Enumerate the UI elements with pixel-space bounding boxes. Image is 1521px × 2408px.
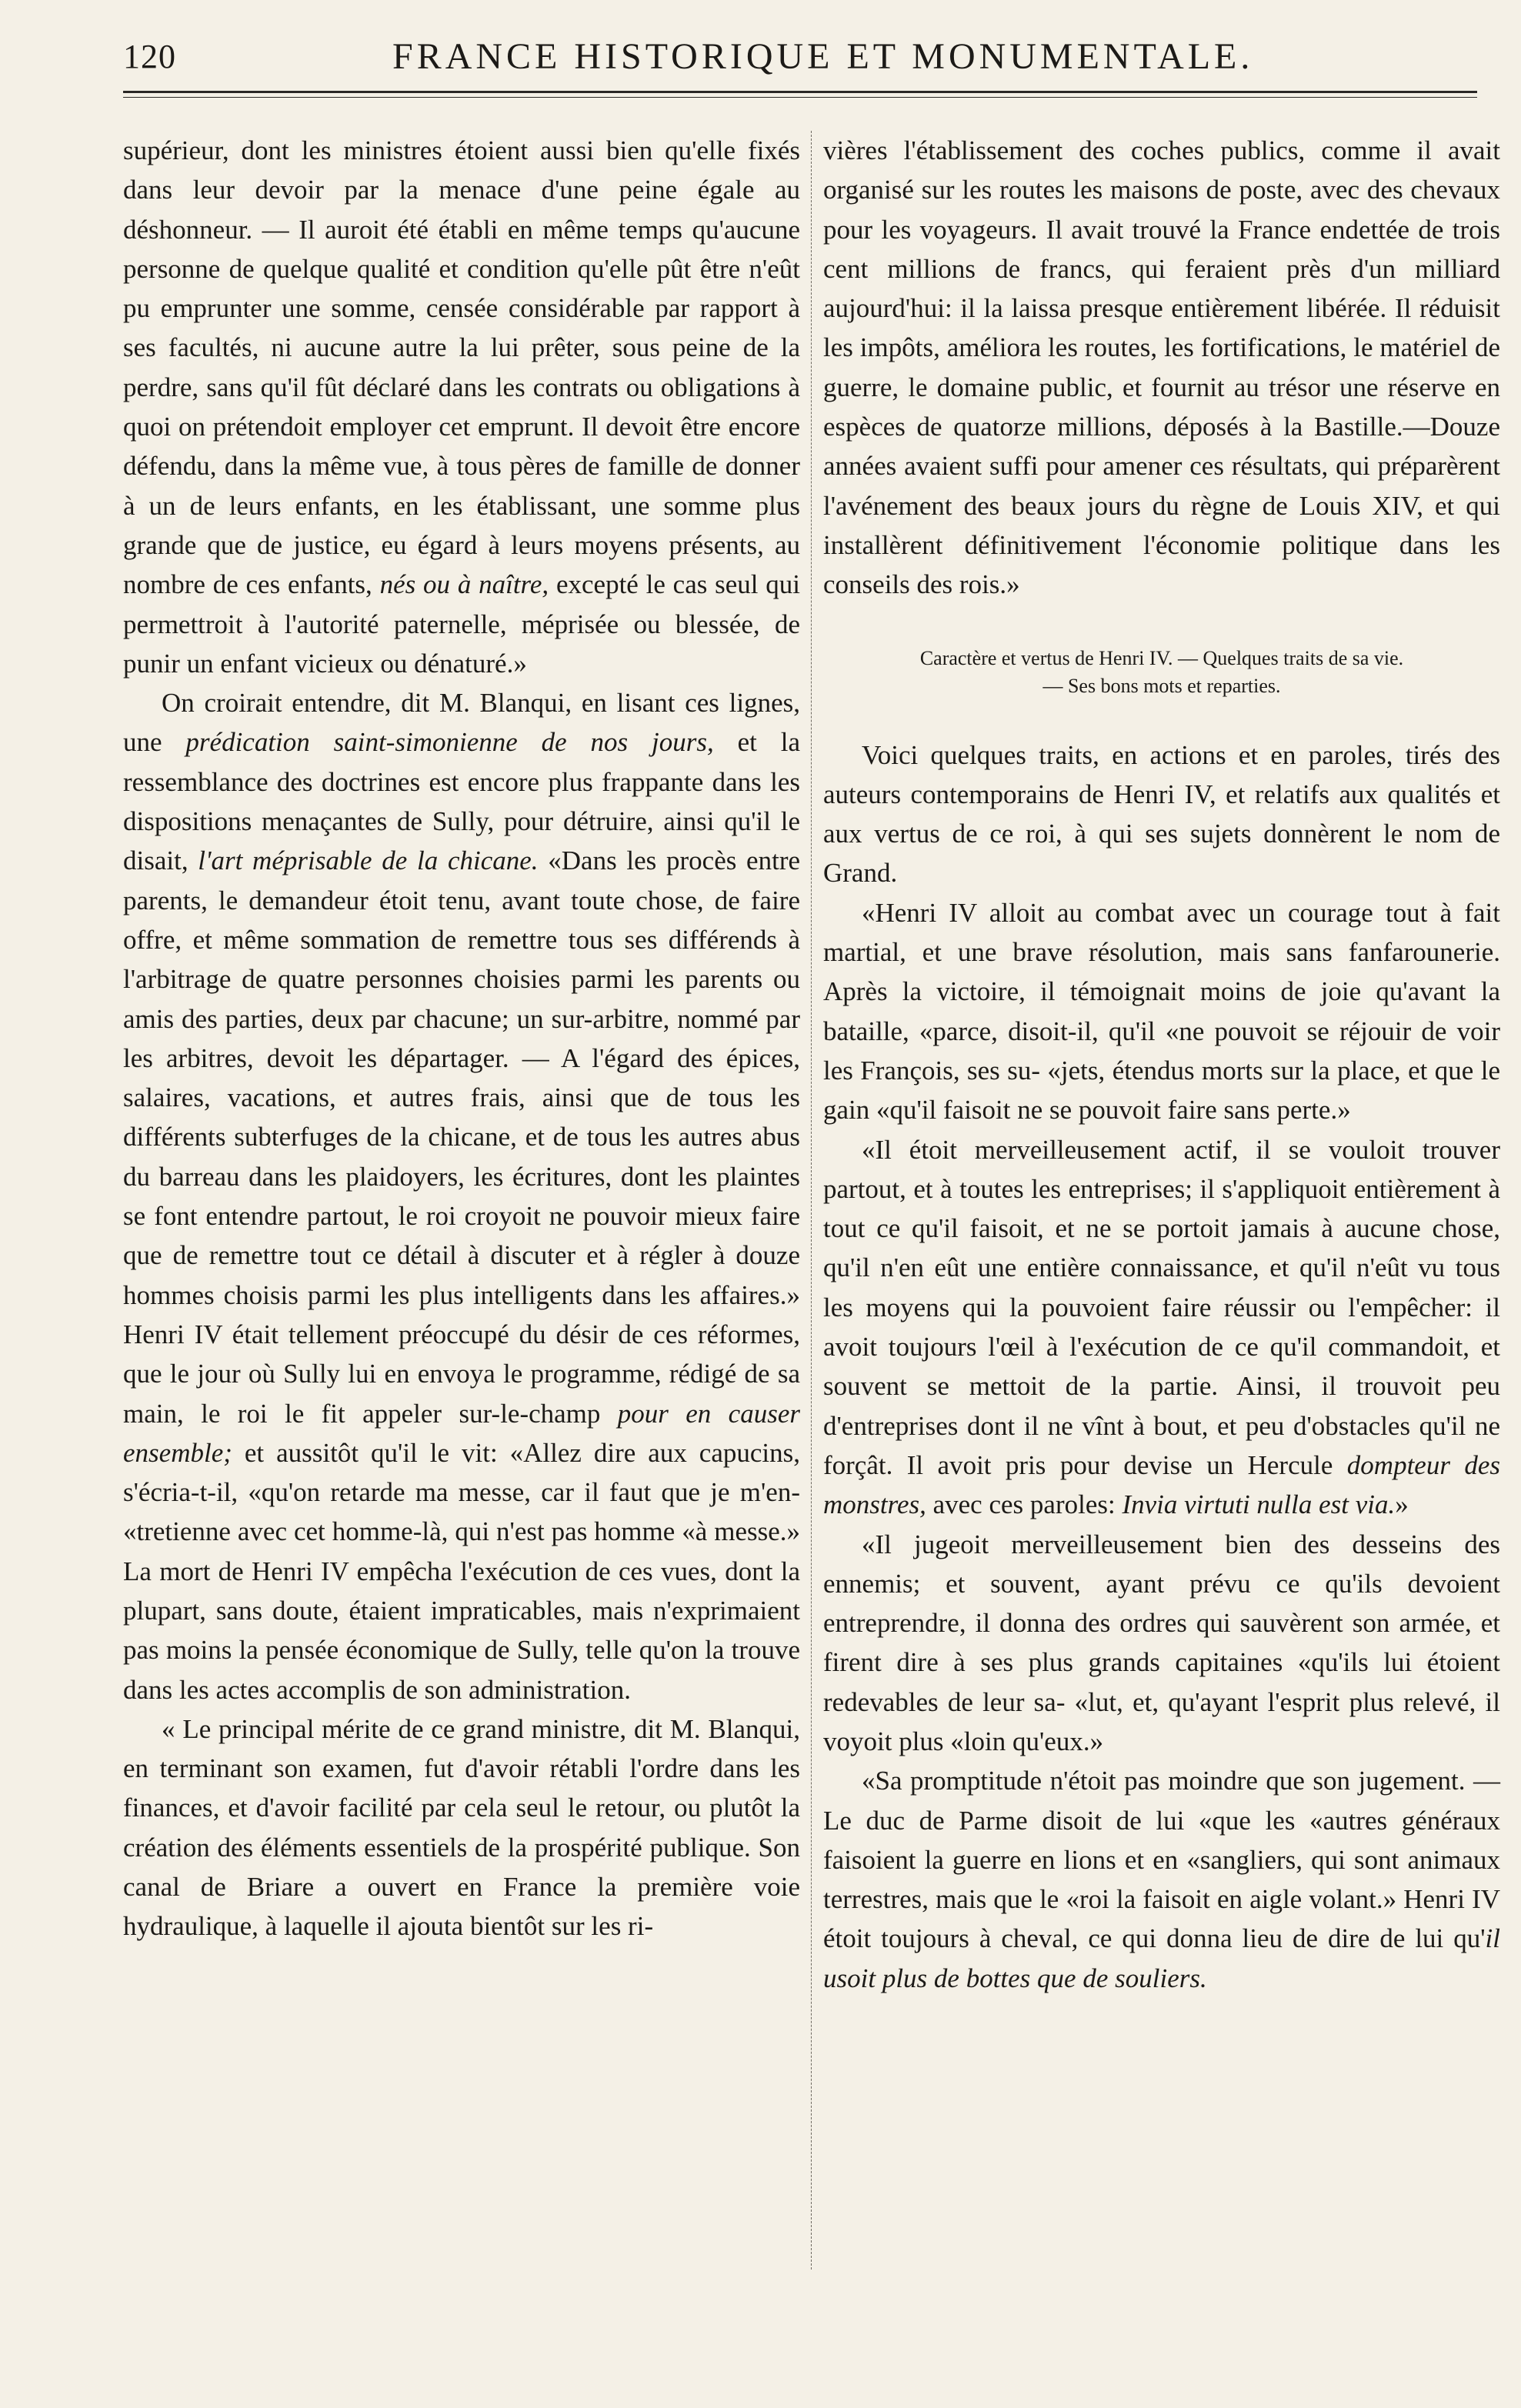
paragraph: «Il jugeoit merveilleusement bien des desseins des ennemis; et souvent, ayant prévu ce qu'ils devoient entreprendre, il donna des ordres qui sauvèrent son armée, et firent dire à ses plus grands capitaines «qu'ils lui étoient redevables de leur sa- «lut, et, qu'ayant l'esprit plus relevé, il voyoit plus «loin qu'eux.» <box>823 1529 1500 1756</box>
page-header <box>123 31 1477 85</box>
paragraph: supérieur, dont les ministres étoient aussi bien qu'elle fixés dans leur devoir par la menace d'une peine égale au déshonneur. — Il auroit été établi en même temps qu'aucune personne de quelque qualité et condition qu'elle pût être n'eût pu emprunter une somme, censée considérable par rapport à ses facultés, ni aucune autre la lui prêter, sous peine de la perdre, sans qu'il fût déclaré dans les contrats ou obligations à quoi on prétendoit employer cet emprunt. Il devoit être encore défendu, dans la même vue, à tous pères de famille de donner à un de leurs enfants, en les établissant, une somme plus grande que de justice, eu égard à leurs moyens présents, au nombre de ces enfants, nés ou à naître, excepté le cas seul qui permettroit à l'autorité paternelle, méprisée ou blessée, de punir un enfant vicieux ou dénaturé.» <box>123 135 801 679</box>
paragraph: «Henri IV alloit au combat avec un courage tout à fait martial, et une brave résolution, mais sans fanfarounerie. Après la victoire, il témoignait moins de joie qu'avant la bataille, «parce, disoit-il, qu'il «ne pouvoit se réjouir de voir les François, ses su- «jets, étendus morts sur la place, et que le gain «qu'il faisoit ne se pouvoit faire sans perte.» <box>823 897 1500 1126</box>
section-heading: Caractère et vertus de Henri IV. — Quelques traits de sa vie. — Ses bons mots et reparties. <box>919 646 1404 697</box>
right-column <box>823 131 1500 1998</box>
paragraph: Voici quelques traits, en actions et en paroles, tirés des auteurs contemporains de Henri IV, et relatifs aux qualités et aux vertus de ce roi, à qui ses sujets donnèrent le nom de Grand. <box>823 739 1500 889</box>
paragraph: « Le principal mérite de ce grand ministre, dit M. Blanqui, en terminant son examen, fut d'avoir rétabli l'ordre dans les finances, et d'avoir facilité par cela seul le retour, ou plutôt la création des éléments essentiels de la prospérité publique. Son canal de Briare a ouvert en France la première voie hydraulique, à laquelle il ajouta bientôt sur les ri- <box>123 1713 800 1942</box>
header-rule-thick <box>123 91 1477 93</box>
page-number: 120 <box>123 38 176 75</box>
paragraph: «Il étoit merveilleusement actif, il se vouloit trouver partout, et à toutes les entreprises; il s'appliquoit entièrement à tout ce qu'il faisoit, et ne se portoit jamais à aucune chose, qu'il n'en eût une entière connaissance, et qu'il n'eût vu tous les moyens qui la pouvoient faire réussir ou l'empêcher: il avoit toujours l'œil à l'exécution de ce qu'il commandoit, et souvent se mettoit de la partie. Ainsi, il trouvoit peu d'entreprises dont il ne vînt à bout, et peu d'obstacles qu'il ne forçât. Il avoit pris pour devise un Hercule dompteur des monstres, avec ces paroles: Invia virtuti nulla est via.» <box>823 1134 1501 1520</box>
running-title: FRANCE HISTORIQUE ET MONUMENTALE. <box>392 36 1254 77</box>
left-column <box>123 131 800 1946</box>
paragraph: vières l'établissement des coches publics, comme il avait organisé sur les routes les maisons de poste, avec des chevaux pour les voyageurs. Il avait trouvé la France endettée de trois cent millions de francs, qui feraient près d'un milliard aujourd'hui: il la laissa presque entièrement libérée. Il réduisit les impôts, améliora les routes, les fortifications, le matériel de guerre, le domaine public, et fournit au trésor une réserve en espèces de quatorze millions, déposés à la Bastille.—Douze années avaient suffi pour amener ces résultats, qui préparèrent l'avénement des beaux jours du règne de Louis XIV, et qui installèrent définitivement l'économie politique dans les conseils des rois.» <box>823 135 1500 600</box>
paragraph: «Sa promptitude n'étoit pas moindre que son jugement. — Le duc de Parme disoit de lui «que les «autres généraux faisoient la guerre en lions et en «sangliers, qui sont animaux terrestres, mais que le «roi la faisoit en aigle volant.» Henri IV étoit toujours à cheval, ce qui donna lieu de dire de lui qu'il usoit plus de bottes que de souliers. <box>823 1766 1500 1993</box>
header-rule-thin <box>123 97 1477 98</box>
paragraph: On croirait entendre, dit M. Blanqui, en lisant ces lignes, une prédication saint-simonienne de nos jours, et la ressemblance des doctrines est encore plus frappante dans les dispositions menaçantes de Sully, pour détruire, ainsi qu'il le disait, l'art méprisable de la chicane. «Dans les procès entre parents, le demandeur étoit tenu, avant toute chose, de faire offre, et même sommation de remettre tous ses différends à l'arbitrage de quatre personnes choisies parmi les parents ou amis des parties, deux par chacune; un sur-arbitre, nommé par les arbitres, devoit les départager. — A l'égard des épices, salaires, vacations, et autres frais, ainsi que de tous les différents subterfuges de la chicane, et de tous les autres abus du barreau dans les plaidoyers, les écritures, dont les plaintes se font entendre partout, le roi croyoit ne pouvoir mieux faire que de remettre tout ce détail à discuter et à régler à douze hommes choisis parmi les plus intelligents dans les affaires.» Henri IV était tellement préoccupé du désir de ces réformes, que le jour où Sully lui en envoya le programme, rédigé de sa main, le roi le fit appeler sur-le-champ pour en causer ensemble; et aussitôt qu'il le vit: «Allez dire aux capucins, s'écria-t-il, «qu'on retarde ma messe, car il faut que je m'en- «tretienne avec cet homme-là, qui n'est pas homme «à messe.» La mort de Henri IV empêcha l'exécution de ces vues, dont la plupart, sans doute, étaient impraticables, mais n'exprimaient pas moins la pensée économique de Sully, telle qu'on la trouve dans les actes accomplis de son administration. <box>123 688 801 1705</box>
column-divider <box>811 131 812 2270</box>
